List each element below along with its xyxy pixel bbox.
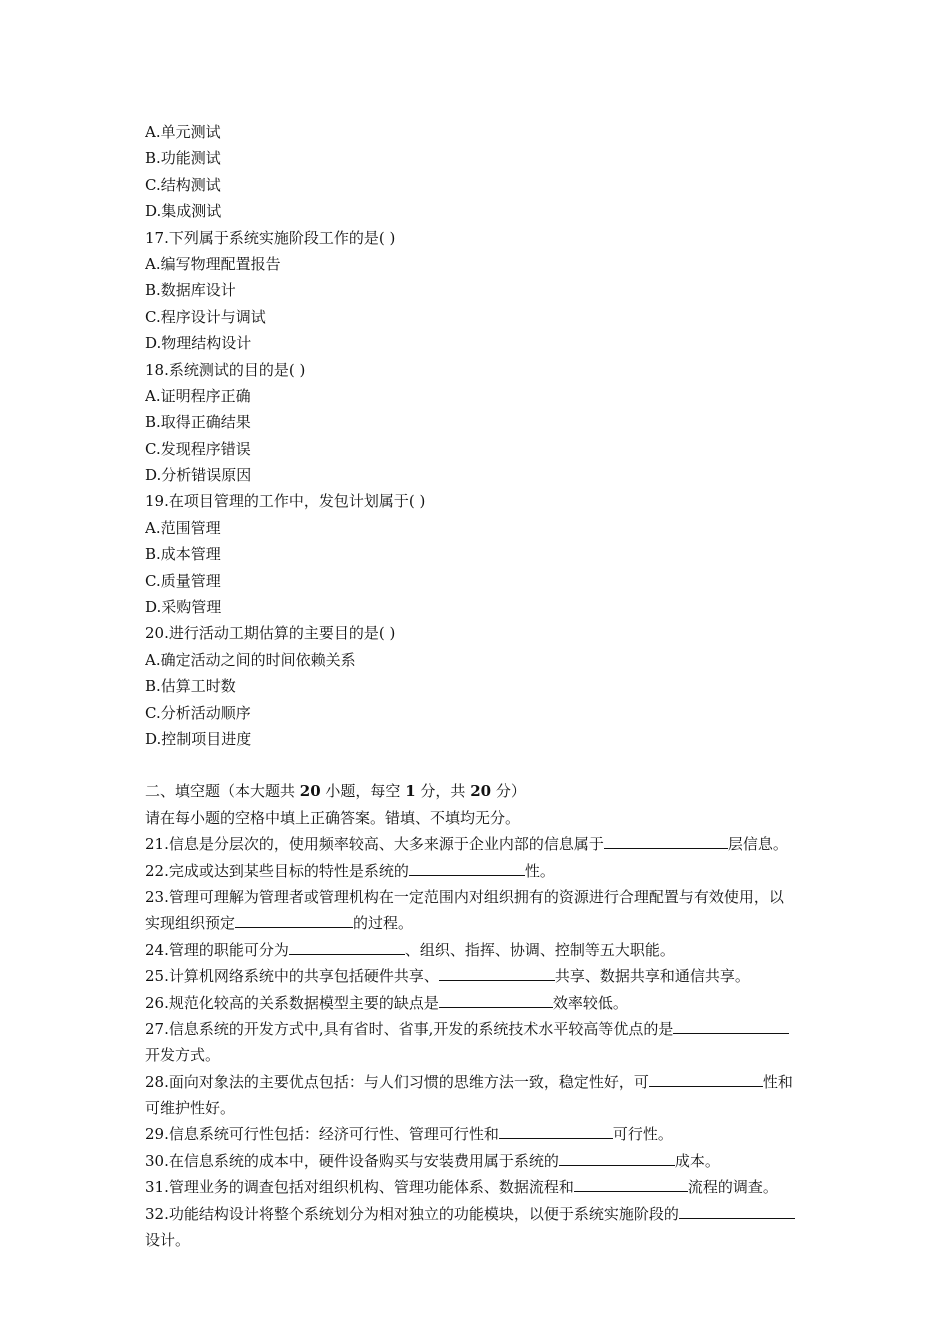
section2-title-total: 20 <box>470 782 492 801</box>
q30-blank <box>559 1150 675 1166</box>
q25 <box>145 963 851 989</box>
q18-stem: 18.系统测试的目的是( ) <box>145 360 306 379</box>
q19-option-c: C.质量管理 <box>145 571 221 590</box>
q22 <box>145 858 851 884</box>
q24 <box>145 937 851 963</box>
q16-option-d: D.集成测试 <box>145 202 222 221</box>
section2-title-part-d: 分） <box>491 782 526 801</box>
section2-title <box>145 778 851 804</box>
q26 <box>145 990 851 1016</box>
q30-text-end: 成本。 <box>674 1151 720 1170</box>
q25-blank <box>439 965 555 981</box>
q17-option-d: D.物理结构设计 <box>145 334 252 353</box>
q17-stem: 17.下列属于系统实施阶段工作的是( ) <box>145 228 396 247</box>
section2-title-count: 20 <box>299 782 321 801</box>
q27-blank <box>673 1018 789 1034</box>
q29-blank <box>499 1123 613 1139</box>
q19-option-a: A.范围管理 <box>145 518 221 537</box>
q26-text-end: 效率较低。 <box>552 993 628 1012</box>
q20-option-a: A.确定活动之间的时间依赖关系 <box>145 650 356 669</box>
q17-option-c: C.程序设计与调试 <box>145 307 266 326</box>
q21-text: 21.信息是分层次的，使用频率较高、大多来源于企业内部的信息属于 <box>145 835 604 854</box>
q25-text-end: 共享、数据共享和通信共享。 <box>554 967 750 986</box>
section2-instruction: 请在每小题的空格中填上正确答案。错填、不填均无分。 <box>145 808 521 827</box>
q28-text: 28.面向对象法的主要优点包括：与人们习惯的思维方法一致，稳定性好，可 <box>145 1072 649 1091</box>
q26-blank <box>439 992 553 1008</box>
q17-option-b: B.数据库设计 <box>145 281 236 300</box>
q25-text: 25.计算机网络系统中的共享包括硬件共享、 <box>145 967 439 986</box>
q26-text: 26.规范化较高的关系数据模型主要的缺点是 <box>145 993 439 1012</box>
q16-option-b: B.功能测试 <box>145 149 221 168</box>
q27-line1 <box>145 1016 851 1042</box>
section2-title-part-a: 二、填空题（本大题共 <box>145 782 300 801</box>
q20-stem: 20.进行活动工期估算的主要目的是( ) <box>145 624 396 643</box>
q24-text: 24.管理的职能可分为 <box>145 940 289 959</box>
q30-text: 30.在信息系统的成本中，硬件设备购买与安装费用属于系统的 <box>145 1151 559 1170</box>
q17-option-a: A.编写物理配置报告 <box>145 254 281 273</box>
q28-text-end: 性和 <box>762 1072 793 1091</box>
section2-title-points: 1 <box>405 782 416 801</box>
q32-blank <box>679 1203 795 1219</box>
q27-text: 27.信息系统的开发方式中,具有省时、省事,开发的系统技术水平较高等优点的是 <box>145 1019 674 1038</box>
q18-option-b: B.取得正确结果 <box>145 413 251 432</box>
exam-content <box>145 119 851 1253</box>
q21-blank <box>604 833 728 849</box>
q23-line2 <box>145 910 851 936</box>
q23-blank <box>235 912 353 928</box>
q32-text: 32.功能结构设计将整个系统划分为相对独立的功能模块，以便于系统实施阶段的 <box>145 1204 679 1223</box>
q28-line1 <box>145 1069 851 1095</box>
q27-line2: 开发方式。 <box>145 1046 221 1065</box>
q31-blank <box>574 1176 688 1192</box>
q22-blank <box>409 860 525 876</box>
q19-option-b: B.成本管理 <box>145 545 221 564</box>
q30 <box>145 1148 851 1174</box>
q23-text: 实现组织预定 <box>145 914 236 933</box>
q24-blank <box>289 939 405 955</box>
q31-text-end: 流程的调查。 <box>687 1178 778 1197</box>
q21 <box>145 831 851 857</box>
q22-text: 22.完成或达到某些目标的特性是系统的 <box>145 861 409 880</box>
q20-option-d: D.控制项目进度 <box>145 729 252 748</box>
q22-text-end: 性。 <box>524 861 555 880</box>
section-gap <box>145 752 851 778</box>
q28-blank <box>649 1071 763 1087</box>
q19-stem: 19.在项目管理的工作中，发包计划属于( ) <box>145 492 426 511</box>
section2-title-part-c: 分，共 <box>415 782 471 801</box>
q20-option-c: C.分析活动顺序 <box>145 703 251 722</box>
q23-text-end: 的过程。 <box>353 914 414 933</box>
q23-line1: 23.管理可理解为管理者或管理机构在一定范围内对组织拥有的资源进行合理配置与有效使用，以 <box>145 887 784 906</box>
q16-option-c: C.结构测试 <box>145 175 221 194</box>
q32-line1 <box>145 1201 851 1227</box>
q19-option-d: D.采购管理 <box>145 598 222 617</box>
q16-option-a: A.单元测试 <box>145 123 221 141</box>
q29-text-end: 可行性。 <box>612 1125 673 1144</box>
q18-option-d: D.分析错误原因 <box>145 466 252 485</box>
q28-line2: 可维护性好。 <box>145 1099 236 1118</box>
q32-line2: 设计。 <box>145 1231 191 1250</box>
q18-option-c: C.发现程序错误 <box>145 439 251 458</box>
q21-text-end: 层信息。 <box>727 835 788 854</box>
section2-title-part-b: 小题，每空 <box>320 782 406 801</box>
q20-option-b: B.估算工时数 <box>145 677 236 696</box>
q31-text: 31.管理业务的调查包括对组织机构、管理功能体系、数据流程和 <box>145 1178 574 1197</box>
q18-option-a: A.证明程序正确 <box>145 386 251 405</box>
q29-text: 29.信息系统可行性包括：经济可行性、管理可行性和 <box>145 1125 499 1144</box>
q24-text-end: 、组织、指挥、协调、控制等五大职能。 <box>404 940 675 959</box>
q31 <box>145 1174 851 1200</box>
q29 <box>145 1121 851 1147</box>
